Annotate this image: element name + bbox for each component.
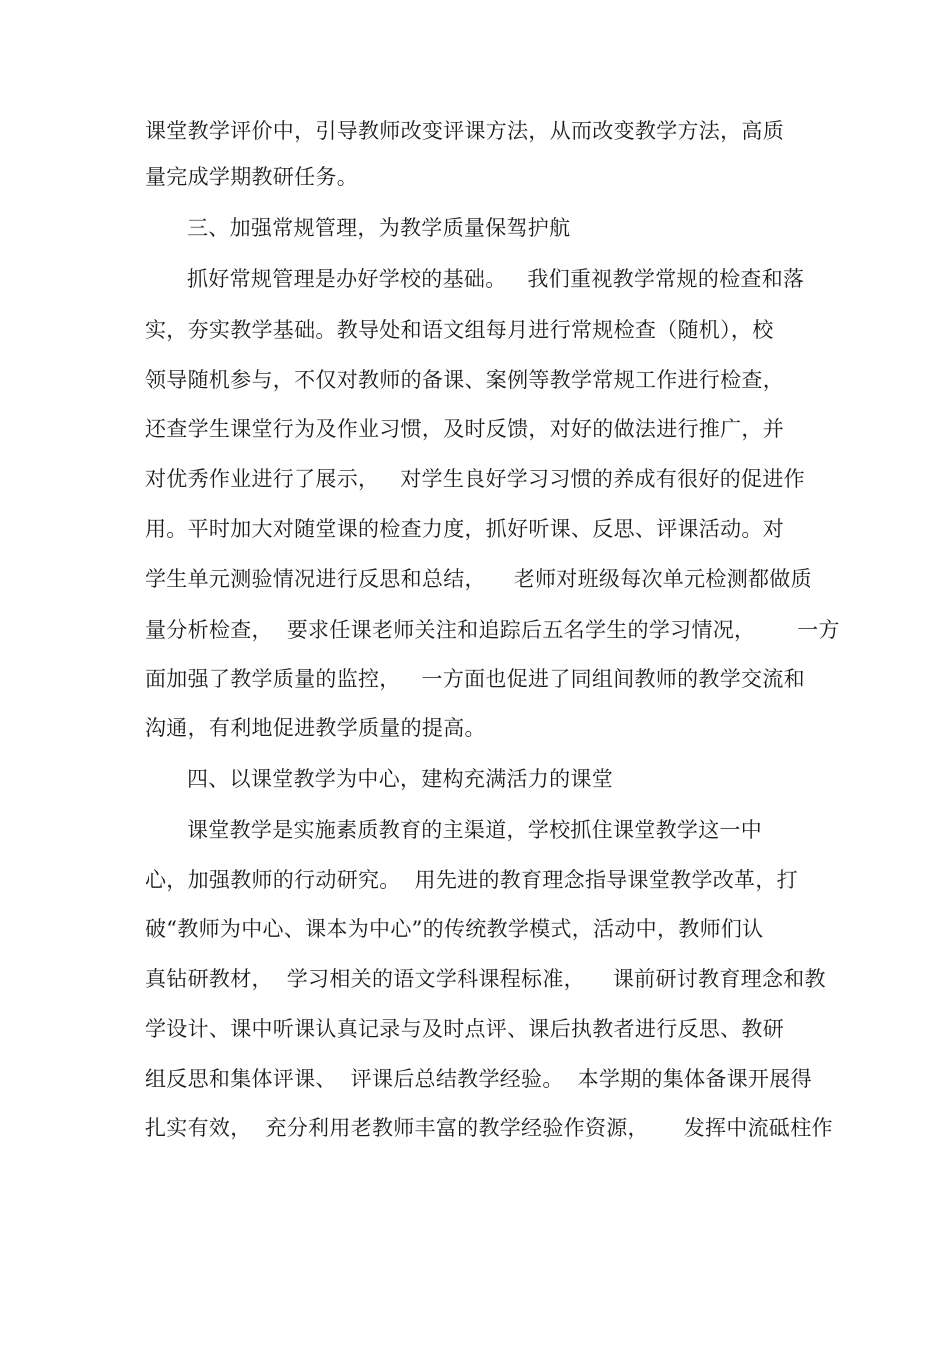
text-line: 抓好常规管理是办好学校的基础。 我们重视教学常规的检查和落 (187, 267, 805, 291)
text-line: 学设计、课中听课认真记录与及时点评、课后执教者进行反思、教研 (145, 1017, 784, 1041)
section-heading: 四、以课堂教学为中心，建构充满活力的课堂 (187, 767, 613, 791)
text-line: 破“教师为中心、课本为中心”的传统教学模式，活动中，教师们认 (145, 917, 764, 941)
text-line: 量分析检查， 要求任课老师关注和追踪后五名学生的学习情况， 一方 (145, 618, 840, 642)
text-line: 课堂教学是实施素质教育的主渠道，学校抓住课堂教学这一中 (187, 818, 763, 842)
text-line: 心，加强教师的行动研究。 用先进的教育理念指导课堂教学改革，打 (145, 868, 798, 892)
text-line: 沟通，有利地促进教学质量的提高。 (145, 716, 486, 740)
text-line: 组反思和集体评课、 评课后总结教学经验。 本学期的集体备课开展得 (145, 1067, 812, 1091)
text-line: 量完成学期教研任务。 (145, 165, 358, 189)
text-line: 学生单元测验情况进行反思和总结， 老师对班级每次单元检测都做质 (145, 567, 812, 591)
section-heading: 三、加强常规管理，为教学质量保驾护航 (187, 216, 571, 240)
text-line: 对优秀作业进行了展示， 对学生良好学习习惯的养成有很好的促进作 (145, 467, 805, 491)
text-line: 还查学生课堂行为及作业习惯，及时反馈，对好的做法进行推广，并 (145, 417, 784, 441)
text-line: 实，夯实教学基础。教导处和语文组每月进行常规检查（随机），校 (145, 318, 774, 342)
text-line: 扎实有效， 充分利用老教师丰富的教学经验作资源， 发挥中流砥柱作 (145, 1116, 833, 1140)
text-line: 面加强了教学质量的监控， 一方面也促进了同组间教师的教学交流和 (145, 667, 805, 691)
text-line: 领导随机参与，不仅对教师的备课、案例等教学常规工作进行检查， (145, 368, 784, 392)
text-line: 用。平时加大对随堂课的检查力度，抓好听课、反思、评课活动。对 (145, 517, 784, 541)
text-line: 课堂教学评价中，引导教师改变评课方法，从而改变教学方法，高质 (145, 119, 784, 143)
text-line: 真钻研教材， 学习相关的语文学科课程标准， 课前研讨教育理念和教 (145, 967, 826, 991)
